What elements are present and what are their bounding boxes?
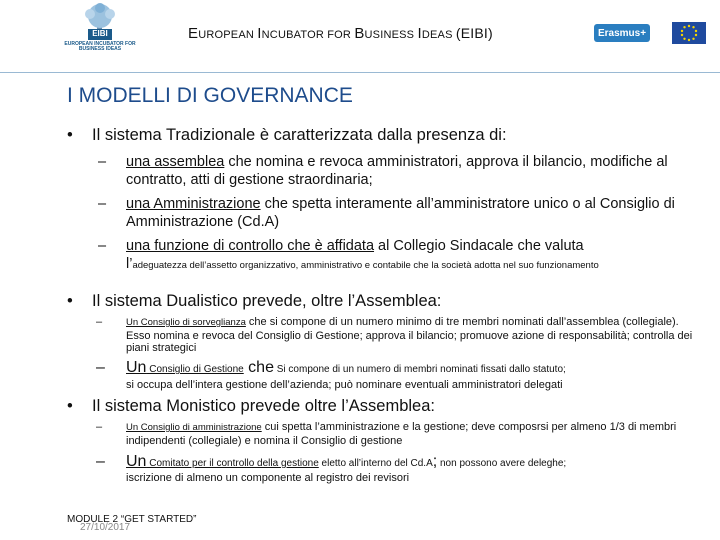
sub-bullet-controllo: – una funzione di controllo che è affidata al Collegio Sindacale che valuta [98, 238, 584, 254]
header-title: EUROPEAN INCUBATOR FOR BUSINESS IDEAS (EIBI) [188, 25, 493, 42]
sub-bullet-gestione: – Un Consiglio di Gestione che Si compone di un numero di membri nominati fissati dallo statuto; [96, 359, 566, 376]
logo-text: EIBI [92, 29, 108, 38]
sub-bullet-controllo-continuation: l’adeguatezza dell’assetto organizzativo, amministrativo e contabile che la società adotta nel suo funzionamento [126, 256, 599, 272]
bullet-icon: • [67, 397, 73, 415]
sub-bullet-cda: – Un Consiglio di amministrazione cui spetta l’amministrazione e la gestione; deve composrsi per almeno 1/3 di membri indipendenti (collegiale) e nomina il Consiglio di gestione [96, 421, 677, 447]
bullet-dualistico: • Il sistema Dualistico prevede, oltre l’Assemblea: [67, 292, 442, 310]
bullet-monistico: • Il sistema Monistico prevede oltre l’Assemblea: [67, 397, 435, 415]
bullet-icon: • [67, 292, 73, 310]
bullet-tradizionale: • Il sistema Tradizionale è caratterizzata dalla presenza di: [67, 126, 507, 144]
sub-bullet-sorveglianza: – Un Consiglio di sorveglianza che si compone di un numero minimo di tre membri nominati dall’assemblea (collegiale). Esso nomina e revoca del Consiglio di Gestione; approva il bilancio; promuove azione di responsabilità; controlla dei piani strategici [96, 316, 693, 354]
sub-bullet-amministrazione: – una Amministrazione che spetta interamente all’amministratore unico o al Consiglio di Amministrazione (Cd.A) [98, 196, 675, 230]
slide-title: I MODELLI DI GOVERNANCE [67, 84, 353, 107]
logo-caption: EUROPEAN INCUBATOR FOR BUSINESS IDEAS [64, 41, 136, 52]
sub-bullet-comitato: – Un Comitato per il controllo della gestione eletto all’interno del Cd.A; non possono avere deleghe; [96, 453, 567, 470]
eu-flag-icon [672, 22, 706, 44]
sub-bullet-assemblea: – una assemblea che nomina e revoca amministratori, approva il bilancio, modifiche al contratto, atti di gestione straordinaria; [98, 154, 668, 188]
header-divider [0, 72, 720, 73]
sub-bullet-gestione-line2: si occupa dell’intera gestione dell’azienda; può nominare eventuali amministratori delegati [126, 379, 563, 391]
footer-module: MODULE 2 “GET STARTED” [67, 514, 197, 525]
bullet-icon: • [67, 126, 73, 144]
sub-bullet-comitato-line2: iscrizione di almeno un componente al registro dei revisori [126, 472, 410, 484]
erasmus-logo: Erasmus+ [594, 24, 650, 42]
footer-date: 27/10/2017 [80, 522, 131, 533]
